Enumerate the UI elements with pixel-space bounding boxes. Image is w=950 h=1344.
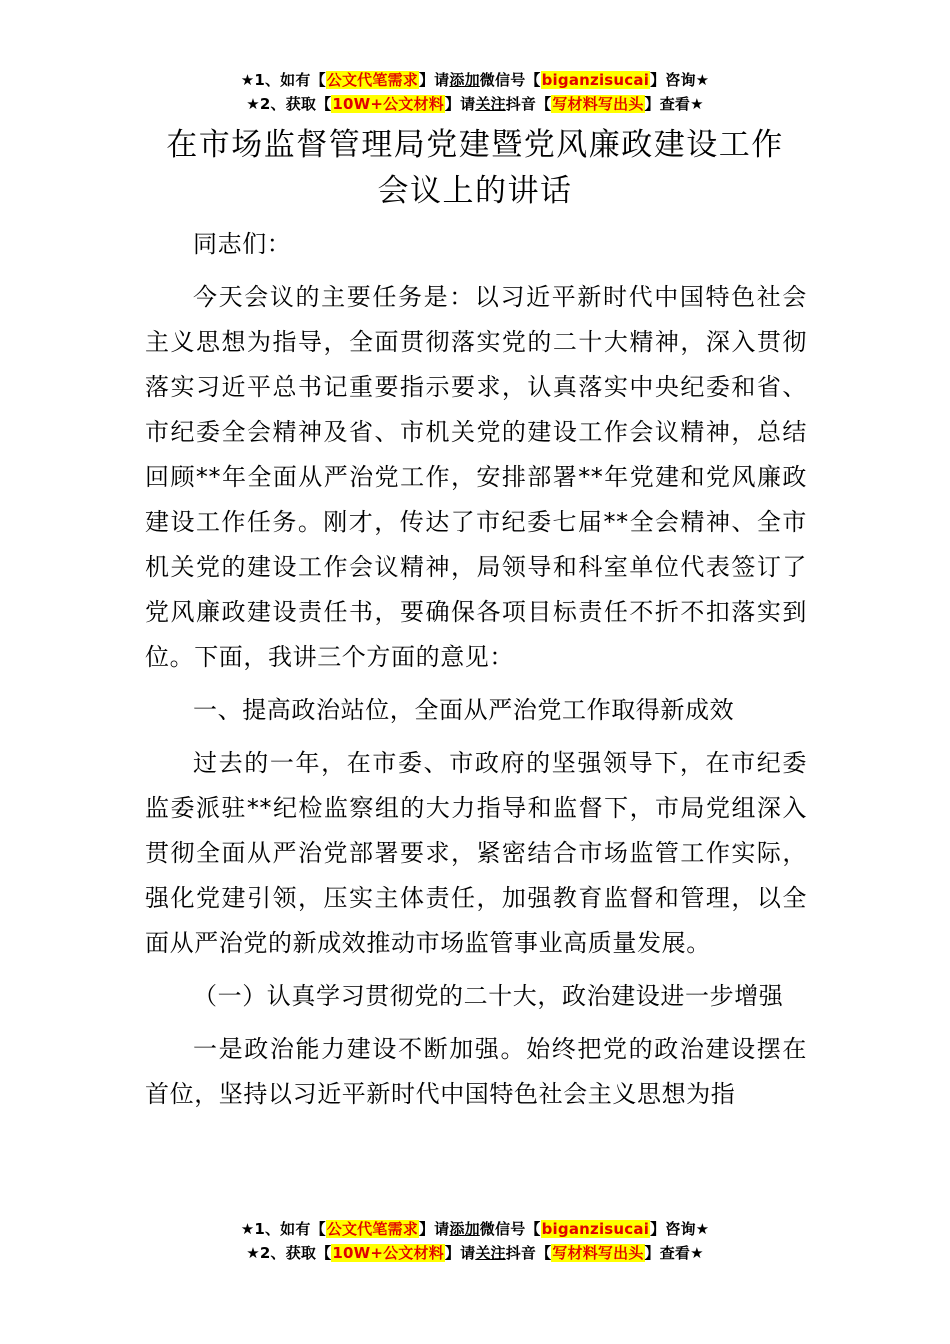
section-heading: 一、提高政治站位，全面从严治党工作取得新成效 <box>193 696 735 724</box>
promo-highlight: biganzisucai <box>541 71 650 89</box>
promo-text: 】查看★ <box>644 1244 704 1262</box>
promo-text: 】请 <box>418 71 450 89</box>
document-body <box>145 222 807 1125</box>
promo-highlight: biganzisucai <box>541 1220 650 1238</box>
promo-text: 】咨询★ <box>650 71 710 89</box>
promo-text: 抖音【 <box>505 1244 552 1262</box>
promo-text: 】请 <box>418 1220 450 1238</box>
title-line-2: 会议上的讲话 <box>377 173 573 209</box>
promo-underlined: 关注 <box>475 95 506 113</box>
subsection-heading: （一）认真学习贯彻党的二十大，政治建设进一步增强 <box>193 982 784 1010</box>
promo-highlight: 10W+公文材料 <box>332 95 444 113</box>
promo-text: ★2、获取【 <box>246 1244 332 1262</box>
promo-line-1 <box>0 68 950 92</box>
body-paragraph: 一是政治能力建设不断加强。始终把党的政治建设摆在首位，坚持以习近平新时代中国特色社会主义思想为指 <box>145 1035 807 1108</box>
promo-text: 微信号【 <box>479 71 541 89</box>
promo-highlight: 公文代笔需求 <box>326 1220 418 1238</box>
title-line-1: 在市场监督管理局党建暨党风廉政建设工作 <box>166 127 784 163</box>
promo-line-2 <box>0 92 950 116</box>
promo-text: ★1、如有【 <box>240 71 326 89</box>
promo-highlight: 写材料写出头 <box>552 1244 644 1262</box>
promo-highlight: 10W+公文材料 <box>332 1244 444 1262</box>
promo-line-2 <box>0 1241 950 1265</box>
promo-underlined: 添加 <box>449 1220 480 1238</box>
promo-text: 微信号【 <box>479 1220 541 1238</box>
body-paragraph: 过去的一年，在市委、市政府的坚强领导下，在市纪委监委派驻**纪检监察组的大力指导和监督下，市局党组深入贯彻全面从严治党部署要求，紧密结合市场监管工作实际，强化党建引领，压实主体责任，加强教育监督和管理，以全面从严治党的新成效推动市场监管事业高质量发展。 <box>145 749 807 957</box>
promo-underlined: 添加 <box>449 71 480 89</box>
promo-text: 抖音【 <box>505 95 552 113</box>
promo-text: 】咨询★ <box>650 1220 710 1238</box>
promo-text: 】请 <box>444 1244 476 1262</box>
promo-underlined: 关注 <box>475 1244 506 1262</box>
promo-text: 】请 <box>444 95 476 113</box>
promo-highlight: 写材料写出头 <box>552 95 644 113</box>
promo-text: ★1、如有【 <box>240 1220 326 1238</box>
promo-text: ★2、获取【 <box>246 95 332 113</box>
promo-banner-bottom <box>0 1217 950 1265</box>
salutation: 同志们： <box>193 230 292 258</box>
promo-highlight: 公文代笔需求 <box>326 71 418 89</box>
promo-text: 】查看★ <box>644 95 704 113</box>
promo-line-1 <box>0 1217 950 1241</box>
body-paragraph: 今天会议的主要任务是：以习近平新时代中国特色社会主义思想为指导，全面贯彻落实党的二十大精神，深入贯彻落实习近平总书记重要指示要求，认真落实中央纪委和省、市纪委全会精神及省、市机关党的建设工作会议精神，总结回顾**年全面从严治党工作，安排部署**年党建和党风廉政建设工作任务。刚才，传达了市纪委七届**全会精神、全市机关党的建设工作会议精神，局领导和科室单位代表签订了党风廉政建设责任书，要确保各项目标责任不折不扣落实到位。下面，我讲三个方面的意见： <box>145 283 807 671</box>
document-title <box>0 122 950 214</box>
promo-banner-top <box>0 68 950 116</box>
